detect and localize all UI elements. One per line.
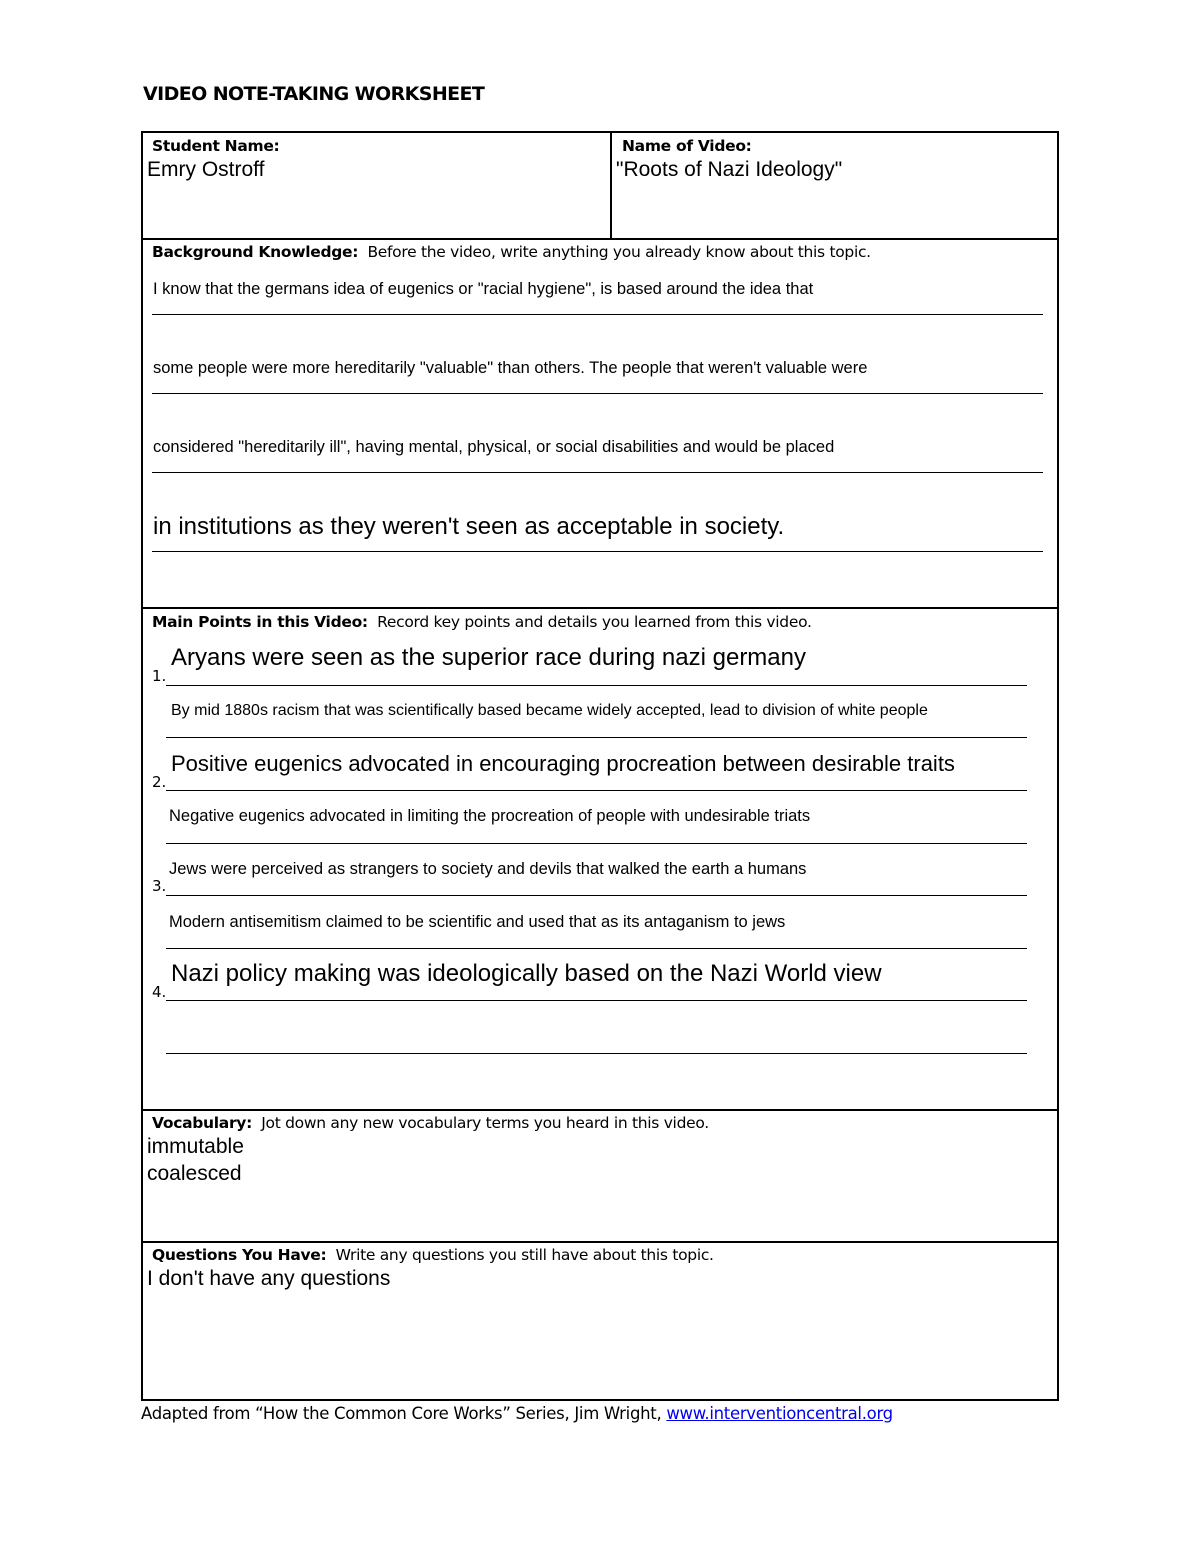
questions-answer[interactable]: I don't have any questions bbox=[147, 1267, 391, 1290]
main-point-3-detail[interactable]: Modern antisemitism claimed to be scientific and used that as its antaganism to jews bbox=[169, 913, 786, 931]
student-name-value[interactable]: Emry Ostroff bbox=[147, 158, 265, 181]
main-point-rule bbox=[166, 685, 1027, 686]
main-point-1[interactable]: Aryans were seen as the superior race during nazi germany bbox=[171, 644, 806, 671]
vocabulary-term[interactable]: coalesced bbox=[147, 1162, 242, 1185]
main-point-rule bbox=[166, 843, 1027, 844]
background-line-3[interactable]: considered "hereditarily ill", having mental, physical, or social disabilities and would be placed bbox=[153, 438, 835, 456]
main-point-rule bbox=[166, 1053, 1027, 1054]
divider-vocabulary bbox=[143, 1241, 1057, 1243]
student-name-label: Student Name: bbox=[152, 137, 280, 155]
main-point-rule bbox=[166, 895, 1027, 896]
questions-label: Questions You Have: Write any questions you still have about this topic. bbox=[152, 1246, 714, 1264]
footer-link[interactable]: www.interventioncentral.org bbox=[666, 1404, 893, 1423]
background-line-2[interactable]: some people were more hereditarily "valuable" than others. The people that weren't valuable were bbox=[153, 359, 868, 377]
main-point-number: 2. bbox=[152, 773, 167, 791]
background-rule-4 bbox=[152, 551, 1043, 552]
background-line-1[interactable]: I know that the germans idea of eugenics or "racial hygiene", is based around the idea that bbox=[153, 280, 814, 298]
vocabulary-label: Vocabulary: Jot down any new vocabulary terms you heard in this video. bbox=[152, 1114, 709, 1132]
video-name-value[interactable]: "Roots of Nazi Ideology" bbox=[616, 158, 843, 181]
divider-main-points bbox=[143, 1109, 1057, 1111]
main-point-4[interactable]: Nazi policy making was ideologically based on the Nazi World view bbox=[171, 960, 882, 987]
main-point-rule bbox=[166, 948, 1027, 949]
main-point-rule bbox=[166, 1000, 1027, 1001]
footer-attribution: Adapted from “How the Common Core Works” Series, Jim Wright, www.interventioncentral.org bbox=[141, 1404, 893, 1423]
divider-header-column bbox=[610, 133, 612, 238]
main-points-label: Main Points in this Video: Record key points and details you learned from this video. bbox=[152, 613, 812, 631]
divider-header bbox=[143, 238, 1057, 240]
background-label: Background Knowledge: Before the video, write anything you already know about this topic. bbox=[152, 243, 871, 261]
divider-background bbox=[143, 607, 1057, 609]
main-point-number: 3. bbox=[152, 877, 167, 895]
main-point-2[interactable]: Positive eugenics advocated in encouraging procreation between desirable traits bbox=[171, 751, 955, 776]
main-point-rule bbox=[166, 737, 1027, 738]
main-point-number: 1. bbox=[152, 667, 167, 685]
background-rule-2 bbox=[152, 393, 1043, 394]
background-line-4[interactable]: in institutions as they weren't seen as acceptable in society. bbox=[153, 513, 785, 540]
background-rule-1 bbox=[152, 314, 1043, 315]
video-name-label: Name of Video: bbox=[622, 137, 752, 155]
main-point-number: 4. bbox=[152, 983, 167, 1001]
vocabulary-term[interactable]: immutable bbox=[147, 1135, 244, 1158]
main-point-2-detail[interactable]: Negative eugenics advocated in limiting the procreation of people with undesirable triats bbox=[169, 807, 811, 825]
main-point-rule bbox=[166, 790, 1027, 791]
main-point-3[interactable]: Jews were perceived as strangers to society and devils that walked the earth a humans bbox=[169, 860, 807, 878]
main-point-1-detail[interactable]: By mid 1880s racism that was scientifically based became widely accepted, lead to division of white people bbox=[171, 702, 928, 719]
background-rule-3 bbox=[152, 472, 1043, 473]
page-title: VIDEO NOTE-TAKING WORKSHEET bbox=[143, 83, 485, 105]
